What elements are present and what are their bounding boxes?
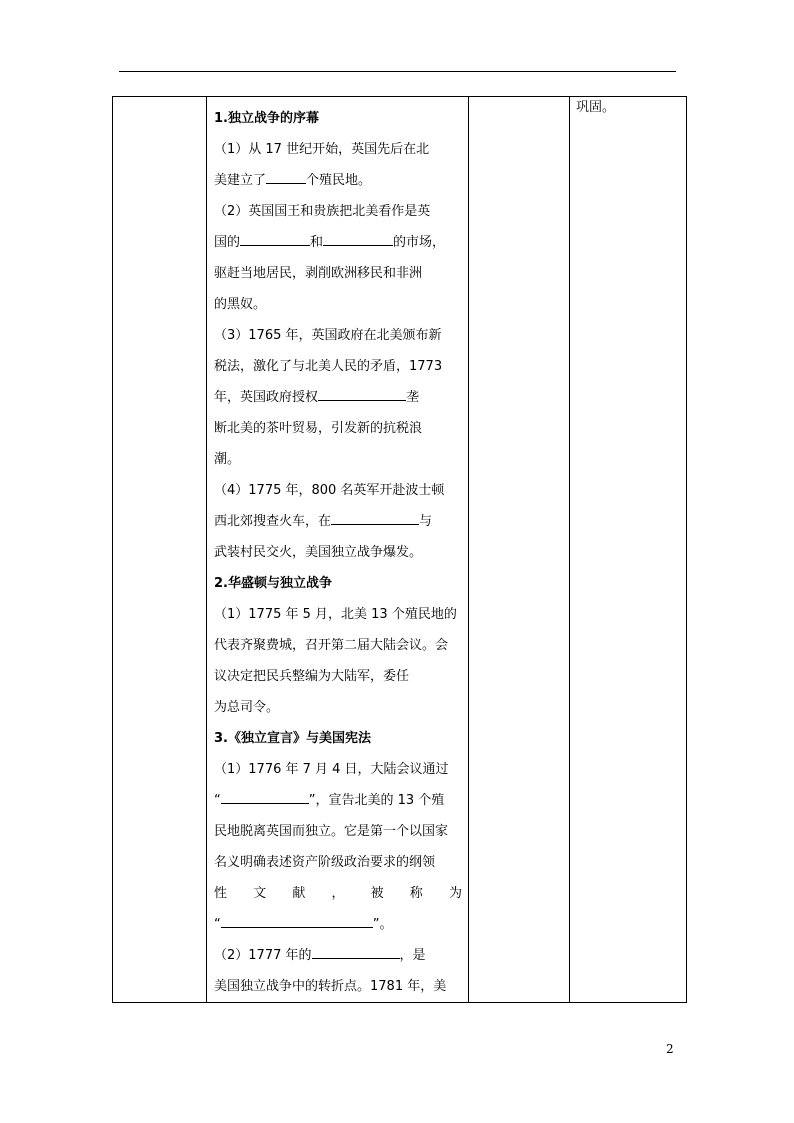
justified-char: 性	[214, 886, 228, 901]
text-run: ”，宣告北美的 13 个殖	[308, 793, 445, 808]
text-run: 代表齐聚费城，召开第二届大陆会议。会	[214, 638, 449, 653]
study-content	[207, 97, 468, 1002]
table-cell-content	[207, 97, 469, 1003]
section-heading: 1.独立战争的序幕	[214, 111, 319, 126]
fill-in-blank[interactable]	[312, 944, 400, 959]
text-run: 名义明确表述资产阶级政治要求的纲领	[214, 855, 436, 870]
text-line	[214, 351, 462, 382]
text-run: 美国独立战争中的转折点。1781 年，美	[214, 979, 447, 994]
justified-char: ，	[331, 886, 345, 901]
text-run: 武装村民交火，美国独立战争爆发。	[214, 545, 423, 560]
text-run: 为总司令。	[214, 700, 280, 715]
text-run: 垄	[406, 390, 420, 405]
text-line	[214, 444, 462, 475]
text-line	[214, 754, 462, 785]
text-line	[214, 816, 462, 847]
text-line	[214, 413, 462, 444]
text-run: 西北郊搜查火车，在	[214, 514, 332, 529]
text-run: 个殖民地。	[306, 173, 372, 188]
lesson-table	[112, 96, 687, 1003]
text-run: （3）1765 年，英国政府在北美颁布新	[214, 328, 442, 343]
text-run: 与	[419, 514, 433, 529]
fill-in-blank[interactable]	[318, 386, 406, 401]
text-run: （2）1777 年的	[214, 948, 312, 963]
text-line	[214, 196, 462, 227]
justified-char: 被	[370, 886, 384, 901]
table-cell-side	[570, 97, 687, 1003]
text-run: 的市场，	[393, 235, 446, 250]
text-line	[214, 692, 462, 723]
text-run: 民地脱离英国而独立。它是第一个以国家	[214, 824, 449, 839]
text-run: 国的	[214, 235, 241, 250]
text-line	[214, 258, 462, 289]
text-run: 议决定把民兵整编为大陆军，委任	[214, 669, 410, 684]
text-run: 税法，激化了与北美人民的矛盾，1773	[214, 359, 443, 374]
fill-in-blank[interactable]	[221, 789, 309, 804]
text-line	[214, 289, 462, 320]
text-run: （2）英国国王和贵族把北美看作是英	[214, 204, 431, 219]
text-line	[214, 134, 462, 165]
text-run: （1）1775 年 5 月，北美 13 个殖民地的	[214, 607, 457, 622]
fill-in-blank[interactable]	[331, 510, 419, 525]
text-line	[214, 320, 462, 351]
text-line	[214, 599, 462, 630]
text-run: 年，英国政府授权	[214, 390, 319, 405]
text-line	[214, 165, 462, 196]
text-line	[214, 971, 462, 1002]
page-number: 2	[666, 1042, 674, 1056]
text-line	[214, 382, 462, 413]
text-run: 断北美的茶叶贸易，引发新的抗税浪	[214, 421, 423, 436]
text-line	[214, 909, 462, 940]
text-line	[214, 475, 462, 506]
text-line	[214, 630, 462, 661]
fill-in-blank[interactable]	[240, 231, 310, 246]
text-run: 美建立了	[214, 173, 267, 188]
text-run: 的黑奴。	[214, 297, 267, 312]
text-line	[214, 785, 462, 816]
text-run: （1）从 17 世纪开始，英国先后在北	[214, 142, 430, 157]
header-rule	[119, 71, 676, 72]
fill-in-blank[interactable]	[221, 913, 373, 928]
fill-in-blank[interactable]	[323, 231, 393, 246]
text-run: “	[214, 917, 221, 932]
side-text: 巩固。	[576, 100, 616, 115]
section-heading: 2.华盛顿与独立战争	[214, 576, 332, 591]
table-cell-empty-2	[469, 97, 570, 1003]
text-line	[214, 847, 462, 878]
text-run: ”。	[372, 917, 393, 932]
justified-char: 为	[448, 886, 462, 901]
text-line	[214, 227, 462, 258]
text-line	[214, 940, 462, 971]
section-heading: 3.《独立宣言》与美国宪法	[214, 731, 371, 746]
text-line	[214, 537, 462, 568]
text-run: 驱赶当地居民，剥削欧洲移民和非洲	[214, 266, 423, 281]
table-cell-empty-1	[113, 97, 207, 1003]
text-run: ，是	[399, 948, 426, 963]
text-run: （1）1776 年 7 月 4 日，大陆会议通过	[214, 762, 449, 777]
text-line	[214, 878, 462, 909]
text-run: “	[214, 793, 221, 808]
justified-char: 献	[292, 886, 306, 901]
text-line	[214, 661, 462, 692]
text-run: （4）1775 年，800 名英军开赴波士顿	[214, 483, 445, 498]
text-line	[214, 506, 462, 537]
justified-char: 文	[253, 886, 267, 901]
justified-char: 称	[409, 886, 423, 901]
text-run: 潮。	[214, 452, 241, 467]
fill-in-blank[interactable]	[266, 169, 306, 184]
text-run: 和	[310, 235, 324, 250]
